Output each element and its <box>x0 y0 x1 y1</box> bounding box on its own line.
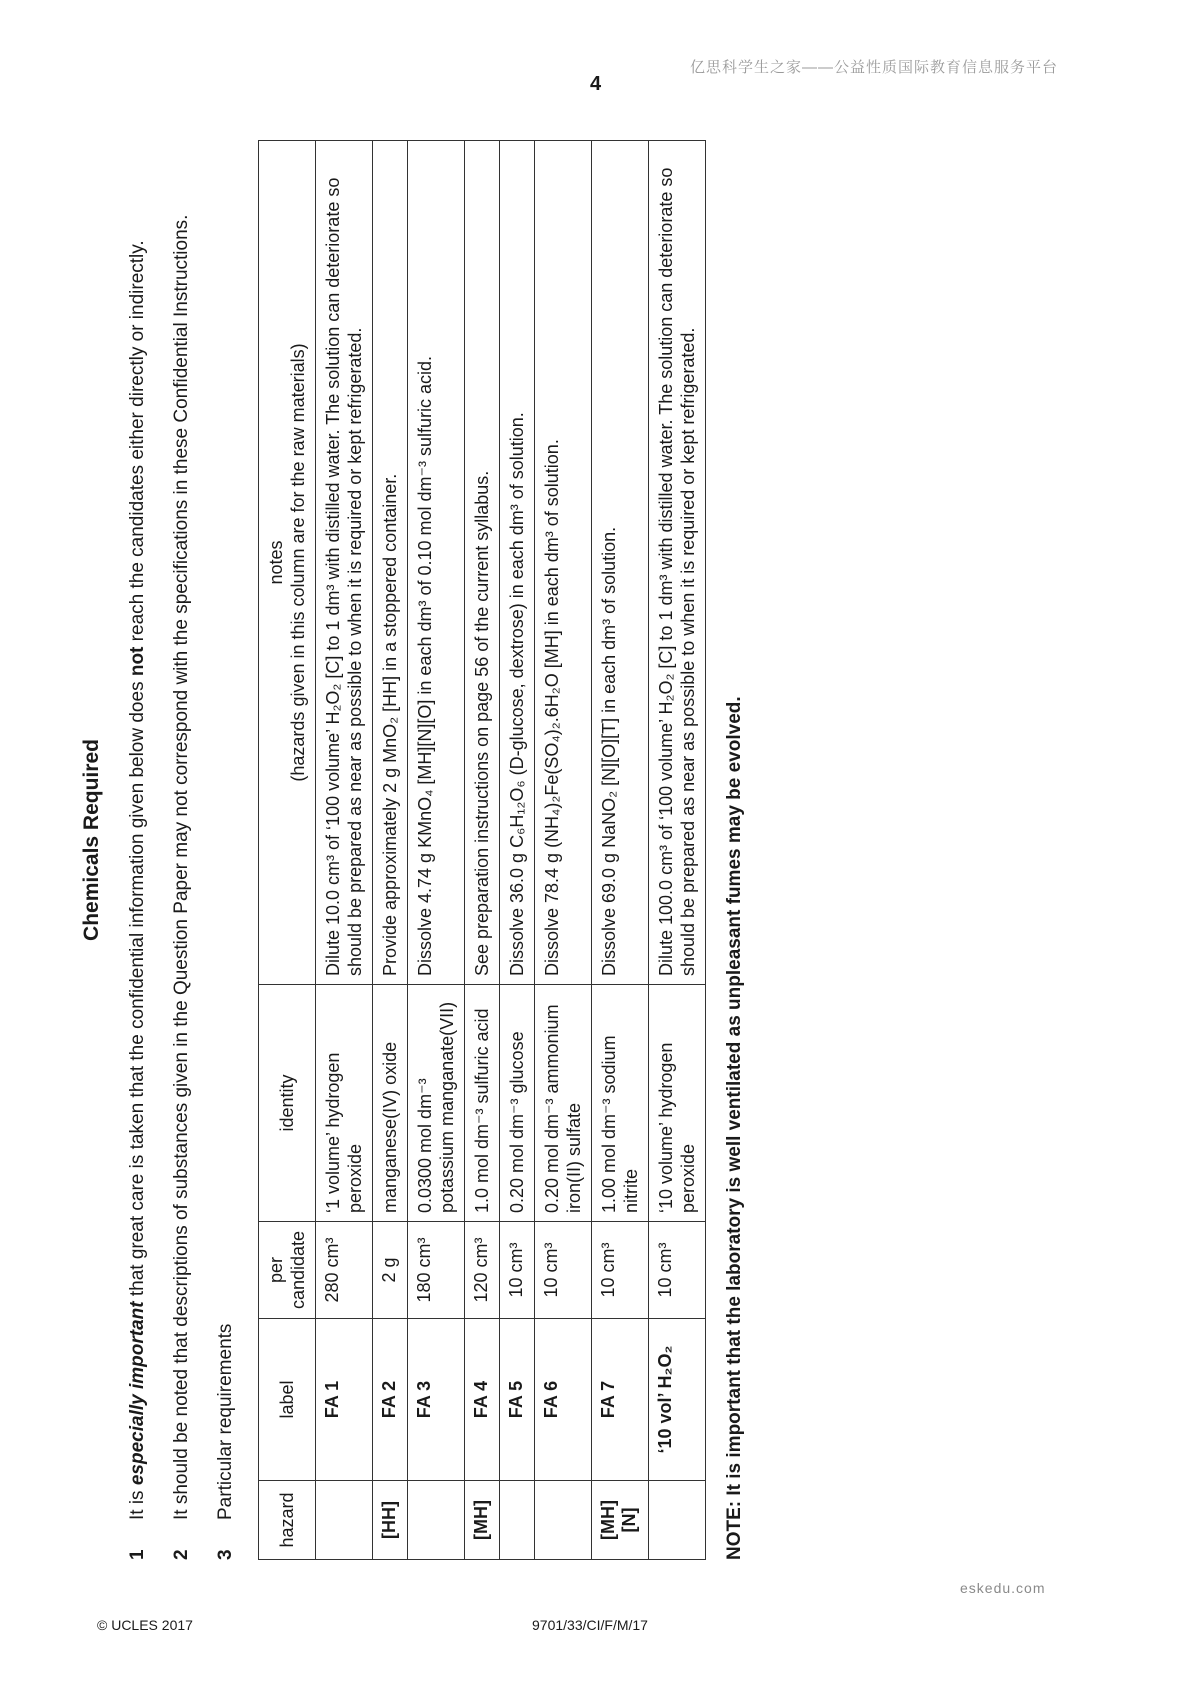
watermark-text: 亿思科学生之家——公益性质国际教育信息服务平台 <box>690 59 1059 76</box>
paragraph-text: that great care is taken that the confidential information given below does <box>127 676 148 1302</box>
cell-per-candidate: 10 cm³ <box>535 1222 592 1319</box>
paragraph-text: Particular requirements <box>215 1323 236 1520</box>
footer-copyright: © UCLES 2017 <box>97 1617 193 1633</box>
paragraph-2 <box>170 100 194 1580</box>
header-notes-title: notes <box>266 540 286 585</box>
page-number: 4 <box>590 73 602 95</box>
cell-notes: Dissolve 78.4 g (NH₄)₂Fe(SO₄)₂.6H₂O [MH] in each dm³ of solution. <box>535 141 592 985</box>
table-header-row <box>259 141 316 1560</box>
header-notes <box>259 141 316 985</box>
header-notes-subtitle: (hazards given in this column are for the raw materials) <box>288 343 308 782</box>
cell-notes: Dissolve 36.0 g C₆H₁₂O₆ (D-glucose, dextrose) in each dm³ of solution. <box>500 141 535 985</box>
bold-text: not <box>127 646 148 677</box>
table-row <box>465 141 500 1560</box>
rotated-content <box>80 100 1010 1580</box>
cell-per-candidate: 10 cm³ <box>592 1222 649 1319</box>
table-row <box>316 141 373 1560</box>
paragraph-number: 1 <box>127 1549 148 1560</box>
cell-per-candidate: 280 cm³ <box>316 1222 373 1319</box>
header-identity: identity <box>259 985 316 1222</box>
paragraph-number: 2 <box>171 1549 192 1560</box>
cell-hazard <box>649 1481 706 1560</box>
cell-notes: Dilute 100.0 cm³ of ‘100 volume’ H₂O₂ [C] to 1 dm³ with distilled water. The solution can deteriorate so should be prepared as near as possible to when it is required or kept refrigerated. <box>649 141 706 985</box>
cell-notes: Dissolve 4.74 g KMnO₄ [MH][N][O] in each dm³ of 0.10 mol dm⁻³ sulfuric acid. <box>408 141 465 985</box>
cell-hazard: [MH][N] <box>592 1481 649 1560</box>
cell-identity: manganese(IV) oxide <box>373 985 408 1222</box>
cell-identity: 0.20 mol dm⁻³ glucose <box>500 985 535 1222</box>
paragraph-1 <box>126 100 150 1580</box>
cell-hazard <box>408 1481 465 1560</box>
cell-per-candidate: 2 g <box>373 1222 408 1319</box>
cell-hazard: [MH] <box>465 1481 500 1560</box>
cell-identity: 1.0 mol dm⁻³ sulfuric acid <box>465 985 500 1222</box>
cell-label: FA 7 <box>592 1319 649 1481</box>
cell-label: ‘10 vol’ H₂O₂ <box>649 1319 706 1481</box>
header-hazard: hazard <box>259 1481 316 1560</box>
cell-hazard <box>500 1481 535 1560</box>
table-row <box>649 141 706 1560</box>
cell-notes: Dilute 10.0 cm³ of ‘100 volume’ H₂O₂ [C] to 1 dm³ with distilled water. The solution can deteriorate so should be prepared as near as possible to when it is required or kept refrigerated. <box>316 141 373 985</box>
table-row <box>408 141 465 1560</box>
cell-label: FA 5 <box>500 1319 535 1481</box>
cell-identity: ‘1 volume’ hydrogen peroxide <box>316 985 373 1222</box>
paragraph-text: reach the candidates either directly or indirectly. <box>127 240 148 647</box>
header-label: label <box>259 1319 316 1481</box>
site-watermark: eskedu.com <box>960 1580 1046 1596</box>
cell-hazard <box>316 1481 373 1560</box>
cell-identity: 0.0300 mol dm⁻³ potassium manganate(VII) <box>408 985 465 1222</box>
cell-label: FA 3 <box>408 1319 465 1481</box>
paragraph-text: It should be noted that descriptions of substances given in the Question Paper may not correspond with the specifications in these Confidential Instructions. <box>171 214 192 1520</box>
paragraph-text: It is <box>127 1485 148 1520</box>
cell-label: FA 2 <box>373 1319 408 1481</box>
ventilation-note: NOTE: It is important that the laboratory is well ventilated as unpleasant fumes may be evolved. <box>724 696 745 1560</box>
chemicals-table <box>258 140 706 1560</box>
cell-per-candidate: 180 cm³ <box>408 1222 465 1319</box>
emphasis-text: especially important <box>127 1301 148 1486</box>
section-title: Chemicals Required <box>80 739 103 941</box>
cell-identity: ‘10 volume’ hydrogen peroxide <box>649 985 706 1222</box>
table-row <box>373 141 408 1560</box>
cell-per-candidate: 10 cm³ <box>500 1222 535 1319</box>
table-row <box>592 141 649 1560</box>
cell-notes: Provide approximately 2 g MnO₂ [HH] in a stoppered container. <box>373 141 408 985</box>
cell-label: FA 6 <box>535 1319 592 1481</box>
cell-notes: Dissolve 69.0 g NaNO₂ [N][O][T] in each dm³ of solution. <box>592 141 649 985</box>
cell-hazard: [HH] <box>373 1481 408 1560</box>
cell-per-candidate: 10 cm³ <box>649 1222 706 1319</box>
paragraph-3 <box>214 100 238 1580</box>
cell-identity: 0.20 mol dm⁻³ ammonium iron(II) sulfate <box>535 985 592 1222</box>
footer-code: 9701/33/CI/F/M/17 <box>532 1617 648 1633</box>
cell-identity: 1.00 mol dm⁻³ sodium nitrite <box>592 985 649 1222</box>
cell-label: FA 1 <box>316 1319 373 1481</box>
paragraph-number: 3 <box>215 1549 236 1560</box>
cell-notes: See preparation instructions on page 56 of the current syllabus. <box>465 141 500 985</box>
table-row <box>500 141 535 1560</box>
cell-hazard <box>535 1481 592 1560</box>
table-row <box>535 141 592 1560</box>
cell-label: FA 4 <box>465 1319 500 1481</box>
header-per-candidate: per candidate <box>259 1222 316 1319</box>
cell-per-candidate: 120 cm³ <box>465 1222 500 1319</box>
